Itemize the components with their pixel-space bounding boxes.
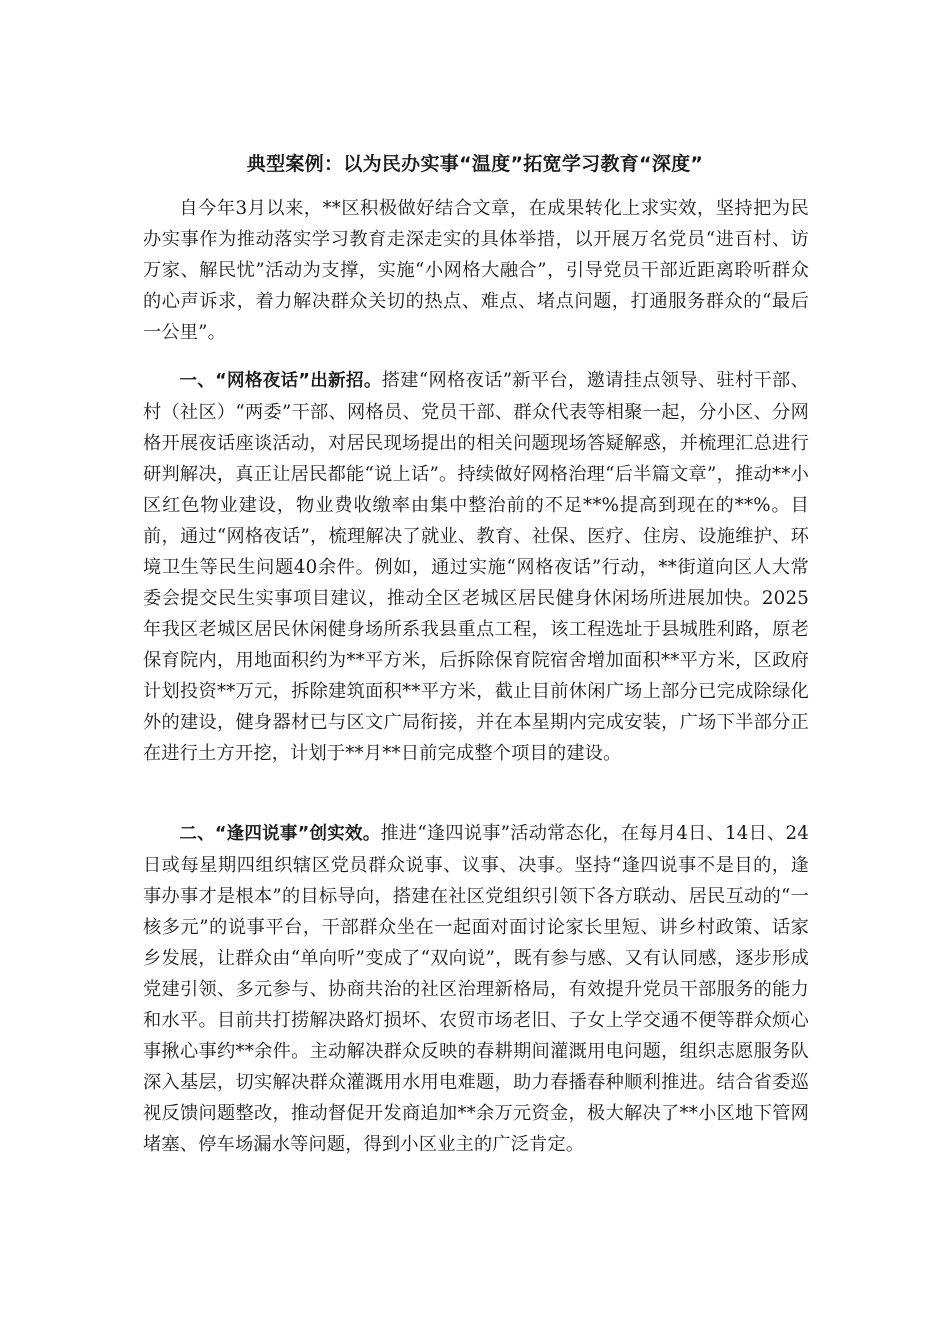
section-body-grid-night-talk: 搭建“网格夜话”新平台，邀请挂点领导、驻村干部、村（社区）“两委”干部、网格员、党员干部、群众代表等相聚一起，分小区、分网格开展夜话座谈活动，对居民现场提出的相关问题现场答疑解惑，并梳理汇总进行研判解决，真正让居民都能“说上话”。持续做好网格治理“后半篇文章”，推动**小区红色物业建设，物业费收缴率由集中整治前的不足**%提高到现在的**%。目前，通过“网格夜话”，梳理解决了就业、教育、社保、医疗、住房、设施维护、环境卫生等民生问题40余件。例如，通过实施“网格夜话”行动，**街道向区人大常委会提交民生实事项目建议，推动全区老城区居民健身休闲场所进展加快。2025年我区老城区居民休闲健身场所系我县重点工程，该工程选址于县城胜利路，原老保育院内，用地面积约为**平方米，后拆除保育院宿舍增加面积**平方米，区政府计划投资**万元，拆除建筑面积**平方米，截止目前休闲广场上部分已完成除绿化外的建设，健身器材已与区文广局衔接，并在本星期内完成安装，广场下半部分正在进行土方开挖，计划于**月**日前完成整个项目的建设。 [143, 370, 809, 764]
section-heading-grid-night-talk: 一、“网格夜话”出新招。 [179, 371, 382, 391]
section-heading-fourth-day-talk: 二、“逢四说事”创实效。 [179, 824, 381, 844]
intro-paragraph: 自今年3月以来，**区积极做好结合文章，在成果转化上求实效，坚持把为民办实事作为推动落实学习教育走深走实的具体举措，以开展万名党员“进百村、访万家、解民忧”活动为支撑，实施“小网格大融合”，引导党员干部近距离聆听群众的心声诉求，着力解决群众关切的热点、难点、堵点问题，打通服务群众的“最后一公里”。 [143, 198, 809, 343]
document-title: 典型案例：以为民办实事“温度”拓宽学习教育“深度” [246, 153, 704, 175]
section-body-fourth-day-talk: 推进“逢四说事”活动常态化，在每月4日、14日、24日或每星期四组织辖区党员群众说事、议事、决事。坚持“逢四说事不是目的，逢事办事才是根本”的目标导向，搭建在社区党组织引领下各方联动、居民互动的“一核多元”的说事平台，干部群众坐在一起面对面讨论家长里短、讲乡村政策、话家乡发展，让群众由“单向听”变成了“双向说”，既有参与感、又有认同感，逐步形成党建引领、多元参与、协商共治的社区治理新格局，有效提升党员干部服务的能力和水平。目前共打捞解决路灯损坏、农贸市场老旧、子女上学交通不便等群众烦心事揪心事约**余件。主动解决群众反映的春耕期间灌溉用电问题，组织志愿服务队深入基层，切实解决群众灌溉用水用电难题，助力春播春种顺利推进。结合省委巡视反馈问题整改，推动督促开发商追加**余万元资金，极大解决了**小区地下管网堵塞、停车场漏水等问题，得到小区业主的广泛肯定。 [143, 823, 810, 1155]
section-paragraph-fourth-day-talk [143, 818, 809, 1160]
section-paragraph-grid-night-talk [143, 365, 809, 769]
